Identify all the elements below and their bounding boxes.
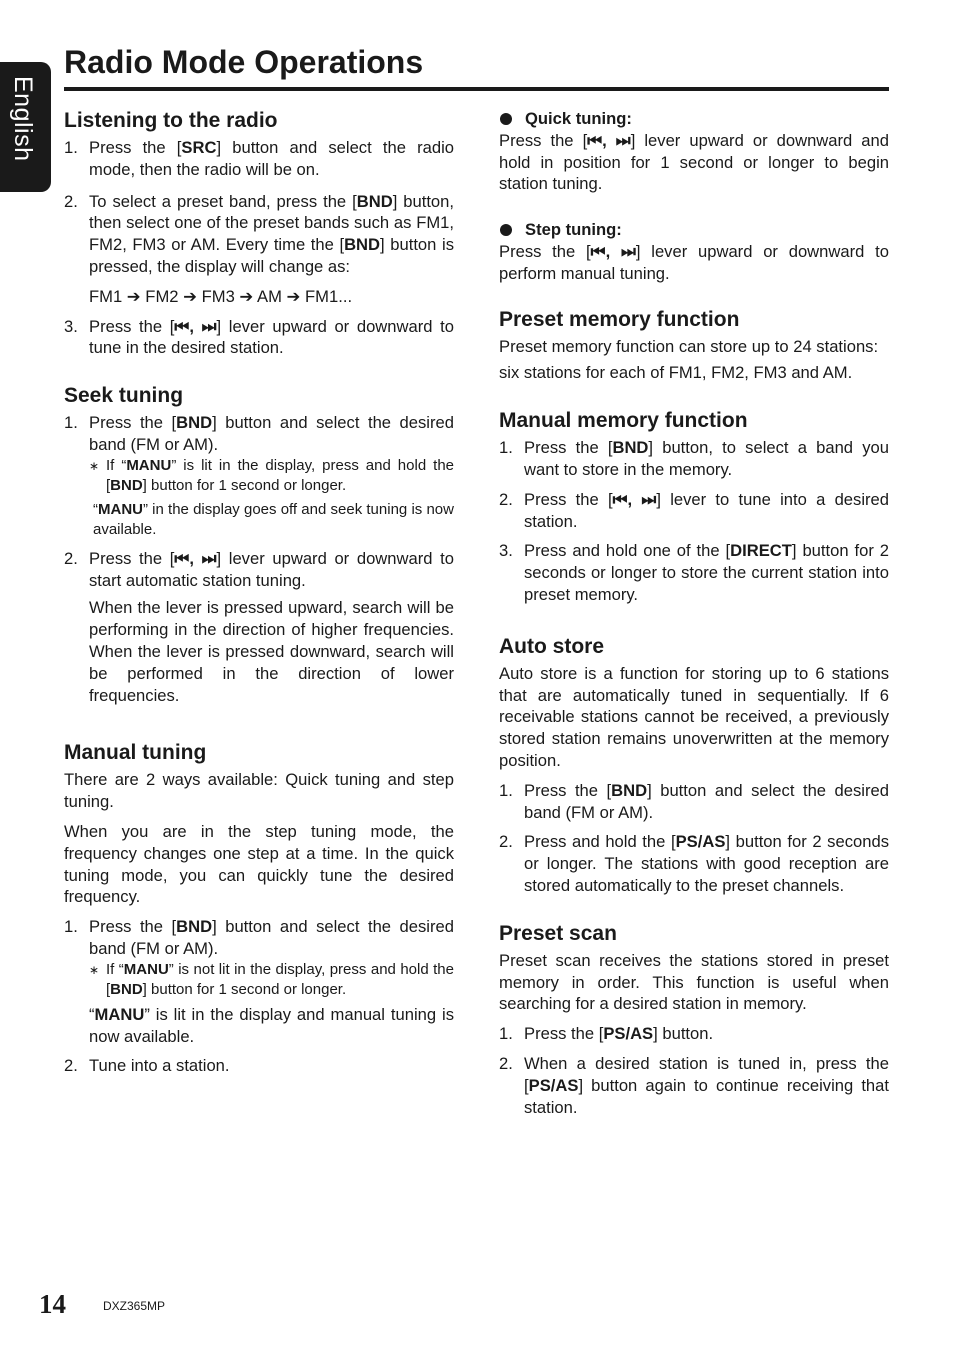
paragraph: When the lever is pressed upward, search will be performing in the direction of higher frequencies. When the lever is pressed downward, search will be performed in the direction of lower frequencies. (89, 598, 454, 705)
key-label: PS/AS (528, 1075, 579, 1095)
list-item: 2. Press and hold the [PS/AS] button for 2 seconds or longer. The stations with good reception are stored automatically to the preset channels. (499, 832, 889, 895)
key-label: PS/AS (603, 1024, 654, 1044)
key-label: PS/AS (675, 832, 726, 852)
bullet-heading: Quick tuning: (499, 108, 889, 130)
key-label: DIRECT (730, 541, 792, 561)
page-title: Radio Mode Operations (64, 44, 424, 80)
lever-icon: ⏮, ⏭ (174, 548, 217, 568)
section-step-tuning (499, 219, 889, 284)
section-manual-tuning (64, 740, 454, 1077)
key-label: BND (344, 235, 381, 255)
paragraph: There are 2 ways available: Quick tuning and step tuning. (64, 770, 454, 812)
language-tab-label: English (9, 76, 37, 162)
paragraph: Preset scan receives the stations stored in preset memory in order. This function is useful when searching for a desired station in memory. (499, 950, 889, 1014)
section-manual-memory (499, 408, 889, 606)
section-listening (64, 108, 454, 359)
list-item: 1. Press the [BND] button and select the desired band (FM or AM). (64, 413, 454, 454)
bullet-icon (500, 224, 512, 236)
asterisk-icon: ∗ (89, 458, 100, 473)
section-heading: Manual tuning (64, 741, 207, 765)
lever-icon: ⏮, ⏭ (174, 316, 217, 336)
list-item: 1. Press the [BND] button and select the desired band (FM or AM). (499, 780, 889, 822)
section-quick-tuning (499, 108, 889, 195)
list-item: 1. Press the [PS/AS] button. (499, 1024, 714, 1044)
bullet-icon (500, 113, 512, 125)
note-continuation: “MANU” is lit in the display and manual tuning is now available. (89, 1004, 454, 1046)
paragraph: six stations for each of FM1, FM2, FM3 and AM. (499, 363, 853, 383)
key-label: BND (611, 780, 648, 800)
key-label: SRC (181, 138, 217, 157)
page-number: 14 (39, 1289, 66, 1319)
note: ∗ If “MANU” is not lit in the display, press and hold the [BND] button for 1 second or longer. (89, 960, 454, 998)
bullet-heading: Step tuning: (499, 219, 889, 241)
section-seek-tuning (64, 383, 454, 706)
section-heading: Preset scan (499, 921, 617, 945)
key-label: BND (176, 917, 213, 937)
key-label: BND (176, 413, 213, 433)
lever-icon: ⏮, ⏭ (590, 241, 636, 261)
note-continuation: “MANU” in the display goes off and seek tuning is now available. (93, 500, 454, 538)
title-rule (64, 87, 889, 91)
band-sequence: FM1 ➔ FM2 ➔ FM3 ➔ AM ➔ FM1... (89, 286, 353, 306)
section-heading: Preset memory function (499, 307, 740, 331)
list-item: 2. Tune into a station. (64, 1056, 230, 1076)
key-label: BND (612, 438, 649, 458)
key-label: BND (356, 191, 393, 211)
section-auto-store (499, 634, 889, 897)
section-heading: Listening to the radio (64, 109, 278, 132)
list-item: 2. When a desired station is tuned in, press the [PS/AS] button again to continue receiving that station. (499, 1053, 889, 1117)
list-item: 1. Press the [SRC] button and select the radio mode, then the radio will be on. (64, 138, 454, 179)
paragraph: When you are in the step tuning mode, the frequency changes one step at a time. In the quick tuning mode, you can quickly tune the desired frequency. (64, 821, 454, 907)
section-heading: Seek tuning (64, 384, 184, 408)
list-item: 1. Press the [BND] button and select the desired band (FM or AM). (64, 917, 454, 958)
list-item: 3. Press and hold one of the [DIRECT] button for 2 seconds or longer to store the current station into preset memory. (499, 541, 889, 604)
paragraph: Auto store is a function for storing up to 6 stations that are automatically tuned in sequentially. If 6 receivable stations cannot be received, a previously stored station remains unoverwritten at the memory position. (499, 663, 889, 770)
right-column (499, 108, 889, 1118)
section-preset-scan (499, 921, 889, 1119)
left-column (64, 108, 454, 1077)
section-heading: Auto store (499, 634, 604, 658)
language-tab (0, 62, 51, 192)
list-item: 2. Press the [⏮, ⏭] lever to tune into a desired station. (499, 489, 889, 531)
lever-icon: ⏮, ⏭ (587, 130, 631, 150)
list-item: 1. Press the [BND] button, to select a band you want to store in the memory. (499, 438, 889, 479)
section-heading: Manual memory function (499, 409, 748, 433)
paragraph: Press the [⏮, ⏭] lever upward or downward and hold in position for 1 second or longer to begin station tuning. (499, 130, 889, 194)
asterisk-icon: ∗ (89, 962, 100, 977)
list-item: 2. To select a preset band, press the [BND] button, then select one of the preset bands such as FM1, FM2, FM3 or AM. Every time the [BND] button is pressed, the display will change as: (64, 191, 455, 276)
paragraph: Preset memory function can store up to 24 stations: (499, 336, 879, 356)
paragraph: Press the [⏮, ⏭] lever upward or downward to perform manual tuning. (499, 241, 889, 283)
list-item: 2. Press the [⏮, ⏭] lever upward or downward to start automatic station tuning. (64, 548, 454, 590)
list-item: 3. Press the [⏮, ⏭] lever upward or downward to tune in the desired station. (64, 316, 454, 358)
note: ∗ If “MANU” is lit in the display, press and hold the [BND] button for 1 second or longer. (89, 456, 454, 494)
lever-icon: ⏮, ⏭ (612, 489, 657, 509)
section-preset-memory (499, 307, 889, 385)
model-number: DXZ365MP (103, 1299, 166, 1313)
